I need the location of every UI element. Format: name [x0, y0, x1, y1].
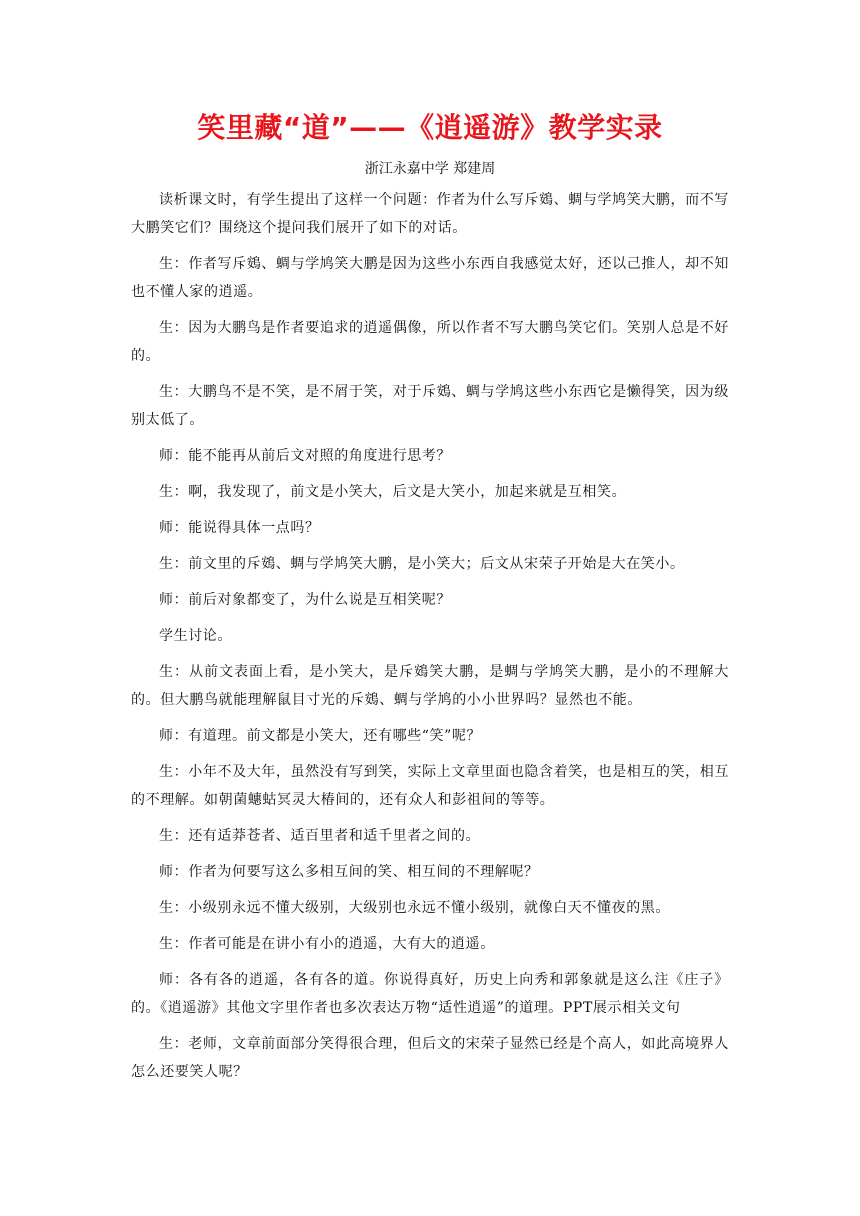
author-line: 浙江永嘉中学 郑建周	[364, 161, 496, 177]
paragraph: 生：作者可能是在讲小有小的逍遥，大有大的逍遥。	[159, 936, 495, 952]
paragraph: 师：有道理。前文都是小笑大，还有哪些“笑”呢？	[159, 728, 482, 744]
paragraph: 生：还有适莽苍者、适百里者和适千里者之间的。	[159, 828, 481, 844]
paragraph: 师：能不能再从前后文对照的角度进行思考？	[159, 448, 451, 464]
paragraph: 生：老师，文章前面部分笑得很合理，但后文的宋荣子显然已经是个高人，如此高境界人怎么还要笑人呢？	[131, 1036, 729, 1080]
paragraph: 生：作者写斥鴳、蜩与学鸠笑大鹏是因为这些小东西自我感觉太好，还以己推人，却不知也不懂人家的逍遥。	[131, 256, 729, 300]
paragraph: 生：大鹏鸟不是不笑，是不屑于笑，对于斥鴳、蜩与学鸠这些小东西它是懒得笑，因为级别太低了。	[131, 384, 729, 428]
paragraph: 生：前文里的斥鴳、蜩与学鸠笑大鹏，是小笑大；后文从宋荣子开始是大在笑小。	[159, 556, 685, 572]
document-body	[131, 186, 729, 1086]
paragraph: 生：因为大鹏鸟是作者要追求的逍遥偶像，所以作者不写大鹏鸟笑它们。笑别人总是不好的。	[131, 320, 729, 364]
paragraph: 师：能说得具体一点吗？	[159, 520, 320, 536]
document-title: 笑里藏“道”——《逍遥游》教学实录	[197, 111, 663, 144]
paragraph: 生：小年不及大年，虽然没有写到笑，实际上文章里面也隐含着笑，也是相互的笑，相互的不理解。如朝菌蟪蛄冥灵大椿间的，还有众人和彭祖间的等等。	[131, 764, 729, 808]
paragraph: 师：作者为何要写这么多相互间的笑、相互间的不理解呢？	[159, 864, 539, 880]
paragraph: 生：小级别永远不懂大级别，大级别也永远不懂小级别，就像白天不懂夜的黑。	[159, 900, 670, 916]
paragraph: 师：前后对象都变了，为什么说是互相笑呢？	[159, 592, 451, 608]
paragraph: 生：啊，我发现了，前文是小笑大，后文是大笑小，加起来就是互相笑。	[159, 484, 627, 500]
paragraph: 师：各有各的逍遥，各有各的道。你说得真好，历史上向秀和郭象就是这么注《庄子》的。《逍遥游》其他文字里作者也多次表达万物“适性逍遥”的道理。PPT展示相关文句	[131, 972, 729, 1016]
paragraph: 读析课文时，有学生提出了这样一个问题：作者为什么写斥鴳、蜩与学鸠笑大鹏，而不写大鹏笑它们？围绕这个提问我们展开了如下的对话。	[131, 192, 729, 236]
paragraph: 生：从前文表面上看，是小笑大，是斥鴳笑大鹏，是蜩与学鸠笑大鹏，是小的不理解大的。但大鹏鸟就能理解鼠目寸光的斥鴳、蜩与学鸠的小小世界吗？显然也不能。	[131, 664, 729, 708]
paragraph: 学生讨论。	[159, 628, 232, 644]
